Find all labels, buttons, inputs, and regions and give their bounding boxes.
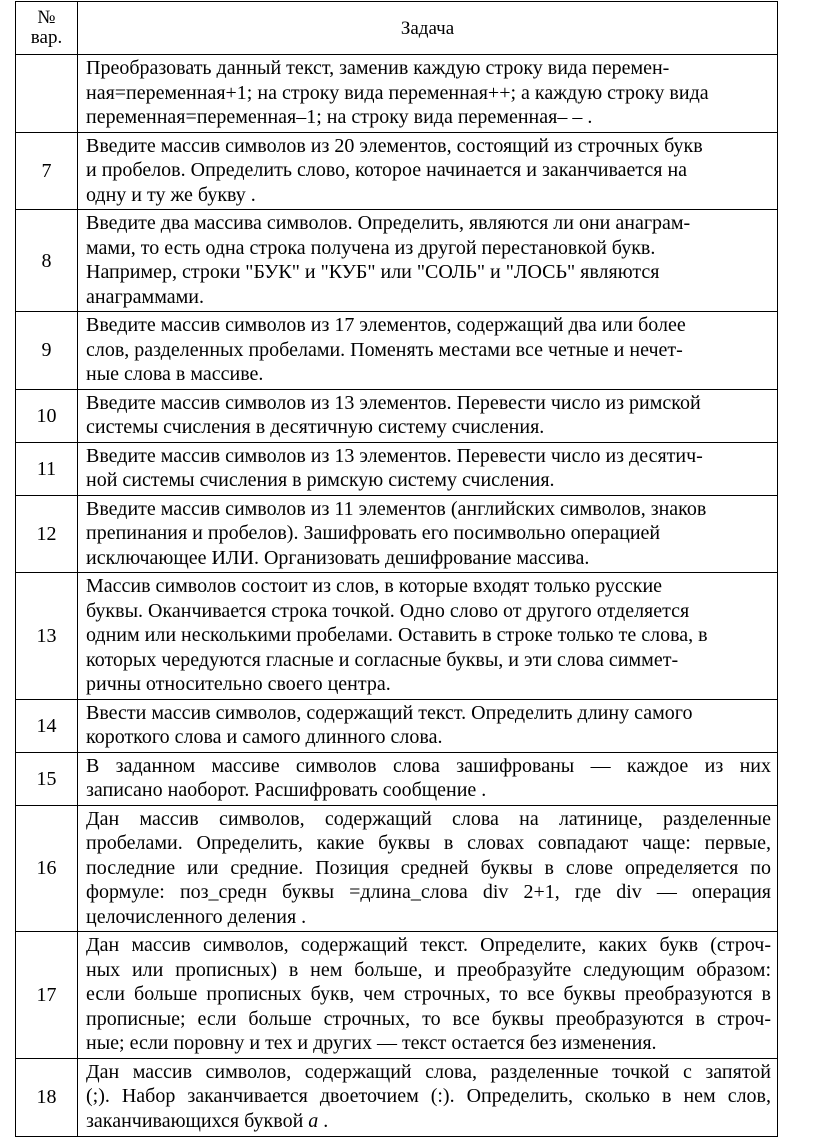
task-text-line	[86, 415, 771, 440]
task-description	[78, 752, 778, 805]
variant-number: 13	[16, 573, 78, 700]
task-text-line	[86, 362, 771, 387]
task-text-line	[86, 338, 771, 363]
task-text-line	[86, 778, 771, 803]
task-description	[78, 442, 778, 495]
task-text-line	[86, 958, 771, 983]
task-text: прописные; если больше строчных, то все буквы преобразуются в строч-	[86, 1007, 771, 1030]
task-description	[78, 573, 778, 700]
task-description	[78, 132, 778, 210]
variant-number	[16, 55, 78, 133]
variant-number: 18	[16, 1058, 78, 1136]
task-text: Массив символов состоит из слов, в которые входят только русские	[86, 575, 663, 597]
task-text: записано наоборот. Расшифровать сообщение .	[86, 779, 487, 801]
variant-number: 17	[16, 932, 78, 1059]
task-description	[78, 55, 778, 133]
task-text-line	[86, 183, 771, 208]
task-text: слов, разделенных пробелами. Поменять местами все четные и нечет-	[86, 338, 683, 361]
task-text-line	[86, 81, 771, 106]
task-text: ные; если поровну и тех и других — текст остается без изменения.	[86, 1032, 657, 1054]
task-text: (;). Набор заканчивается двоеточием (:). Определить, сколько в нем слов,	[86, 1085, 771, 1108]
task-row	[16, 752, 778, 805]
variant-number: 9	[16, 312, 78, 390]
task-row	[16, 805, 778, 932]
task-row	[16, 132, 778, 210]
variant-number: 7	[16, 132, 78, 210]
task-text: пробелами. Определить, какие буквы в словах совпадают чаще: первые,	[86, 832, 771, 854]
task-description	[78, 805, 778, 932]
task-text-line	[86, 856, 771, 881]
task-text: исключающее ИЛИ. Организовать дешифрование массива.	[86, 546, 590, 569]
task-text: анаграммами.	[86, 285, 204, 308]
task-text: переменная=переменная–1; на строку вида переменная– – .	[86, 106, 593, 128]
task-description	[78, 495, 778, 573]
task-text-line	[86, 546, 771, 571]
task-text: Например, строки "БУК" и "КУБ" или "СОЛЬ" и "ЛОСЬ" являются	[86, 261, 660, 283]
task-text: последние или средние. Позиция средней буквы в слове определяется по	[86, 856, 771, 879]
task-text-line	[86, 701, 771, 726]
task-text-line	[86, 623, 771, 648]
task-text-line	[86, 260, 771, 285]
variant-number: 14	[16, 699, 78, 752]
task-text-line	[86, 905, 771, 930]
header-task: Задача	[78, 2, 778, 55]
task-row	[16, 312, 778, 390]
task-text: ных или прописных) в нем больше, и преобразуйте следующим образом:	[86, 958, 771, 981]
task-text: Введите массив символов из 11 элементов (английских символов, знаков	[86, 497, 707, 520]
task-text: Дан массив символов, содержащий текст. Определите, каких букв (строч-	[86, 934, 771, 956]
variant-number: 11	[16, 442, 78, 495]
task-text-line	[86, 285, 771, 310]
task-text: и пробелов. Определить слово, которое начинается и заканчивается на	[86, 159, 688, 181]
task-text: одним или несколькими пробелами. Оставить в строке только те слова, в	[86, 624, 708, 646]
variant-number: 10	[16, 389, 78, 442]
task-row	[16, 699, 778, 752]
task-description	[78, 1058, 778, 1136]
task-row	[16, 210, 778, 312]
task-text: короткого слова и самого длинного слова.	[86, 726, 443, 748]
task-row	[16, 495, 778, 573]
task-text: Дан массив символов, содержащий слова на латинице, разделенные	[86, 807, 771, 830]
task-text-line	[86, 1084, 771, 1109]
task-text-line	[86, 521, 771, 546]
task-text: ная=переменная+1; на строку вида переменная++; а каждую строку вида	[86, 81, 709, 104]
variant-number: 16	[16, 805, 78, 932]
task-text-line	[86, 831, 771, 856]
task-row	[16, 1058, 778, 1136]
task-description	[78, 389, 778, 442]
task-text-line	[86, 648, 771, 673]
task-row	[16, 442, 778, 495]
variant-number: 8	[16, 210, 78, 312]
italic-letter: а	[308, 1109, 319, 1132]
task-text: ные слова в массиве.	[86, 363, 264, 385]
task-text: заканчивающихся буквой	[86, 1109, 304, 1132]
task-row	[16, 389, 778, 442]
task-text: целочисленного деления .	[86, 905, 307, 928]
task-text: Преобразовать данный текст, заменив каждую строку вида перемен-	[86, 57, 670, 79]
task-text: которых чередуются гласные и согласные буквы, и эти слова симмет-	[86, 648, 679, 671]
task-text: В заданном массиве символов слова зашифрованы — каждое из них	[86, 754, 771, 777]
task-text: буквы. Оканчивается строка точкой. Одно слово от другого отделяется	[86, 599, 690, 622]
task-text: формуле: поз_средн буквы =длина_слова div 2+1, где div — операция	[86, 881, 771, 903]
task-description	[78, 312, 778, 390]
task-text-line	[86, 672, 771, 697]
task-text-line	[86, 982, 771, 1007]
tasks-table	[15, 1, 778, 1137]
task-text-trailing: .	[318, 1109, 329, 1132]
task-text: Ввести массив символов, содержащий текст. Определить длину самого	[86, 701, 693, 724]
task-text-line	[86, 444, 771, 469]
header-num-symbol: №	[37, 7, 56, 28]
task-text-line	[86, 158, 771, 183]
task-text-line	[86, 313, 771, 338]
task-text: если больше прописных букв, чем строчных, то все буквы преобразуются в	[86, 983, 771, 1005]
task-text-line	[86, 599, 771, 624]
task-text-line	[86, 211, 771, 236]
task-text-line	[86, 497, 771, 522]
task-text-line	[86, 1007, 771, 1032]
task-text-line	[86, 933, 771, 958]
task-text: Введите массив символов из 17 элементов, содержащий два или более	[86, 314, 686, 336]
task-description	[78, 932, 778, 1059]
task-text-line	[86, 56, 771, 81]
task-text: Введите массив символов из 13 элементов. Перевести число из римской	[86, 391, 701, 414]
task-text-line	[86, 391, 771, 416]
variant-number: 15	[16, 752, 78, 805]
task-text-line	[86, 725, 771, 750]
task-text: ной системы счисления в римскую систему счисления.	[86, 469, 555, 491]
task-text: Введите массив символов из 20 элементов, состоящий из строчных букв	[86, 134, 703, 157]
task-text: ричны относительно своего центра.	[86, 673, 391, 695]
table-header-row	[16, 2, 778, 55]
task-row	[16, 932, 778, 1059]
task-row	[16, 573, 778, 700]
task-text-line	[86, 880, 771, 905]
task-text: одну и ту же букву .	[86, 183, 256, 206]
task-text-line	[86, 105, 771, 130]
task-text: Дан массив символов, содержащий слова, разделенные точкой с запятой	[86, 1060, 771, 1083]
task-text-line	[86, 1031, 771, 1056]
task-text: Введите массив символов из 13 элементов. Перевести число из десятич-	[86, 444, 703, 467]
task-text-line	[86, 754, 771, 779]
task-text-line	[86, 1109, 771, 1134]
task-description	[78, 699, 778, 752]
task-text-line	[86, 134, 771, 159]
header-variant-number	[16, 2, 78, 55]
task-text-line	[86, 807, 771, 832]
variant-number: 12	[16, 495, 78, 573]
task-text: Введите два массива символов. Определить, являются ли они анаграм-	[86, 212, 691, 234]
task-text: мами, то есть одна строка получена из другой перестановкой букв.	[86, 236, 656, 259]
task-row	[16, 55, 778, 133]
task-text-line	[86, 236, 771, 261]
task-text: системы счисления в десятичную систему счисления.	[86, 416, 545, 438]
task-text-line	[86, 468, 771, 493]
header-variant-abbrev: вар.	[30, 27, 63, 48]
task-description	[78, 210, 778, 312]
task-text-line	[86, 574, 771, 599]
task-text-line	[86, 1060, 771, 1085]
task-text: препинания и пробелов). Зашифровать его посимвольно операцией	[86, 522, 661, 544]
